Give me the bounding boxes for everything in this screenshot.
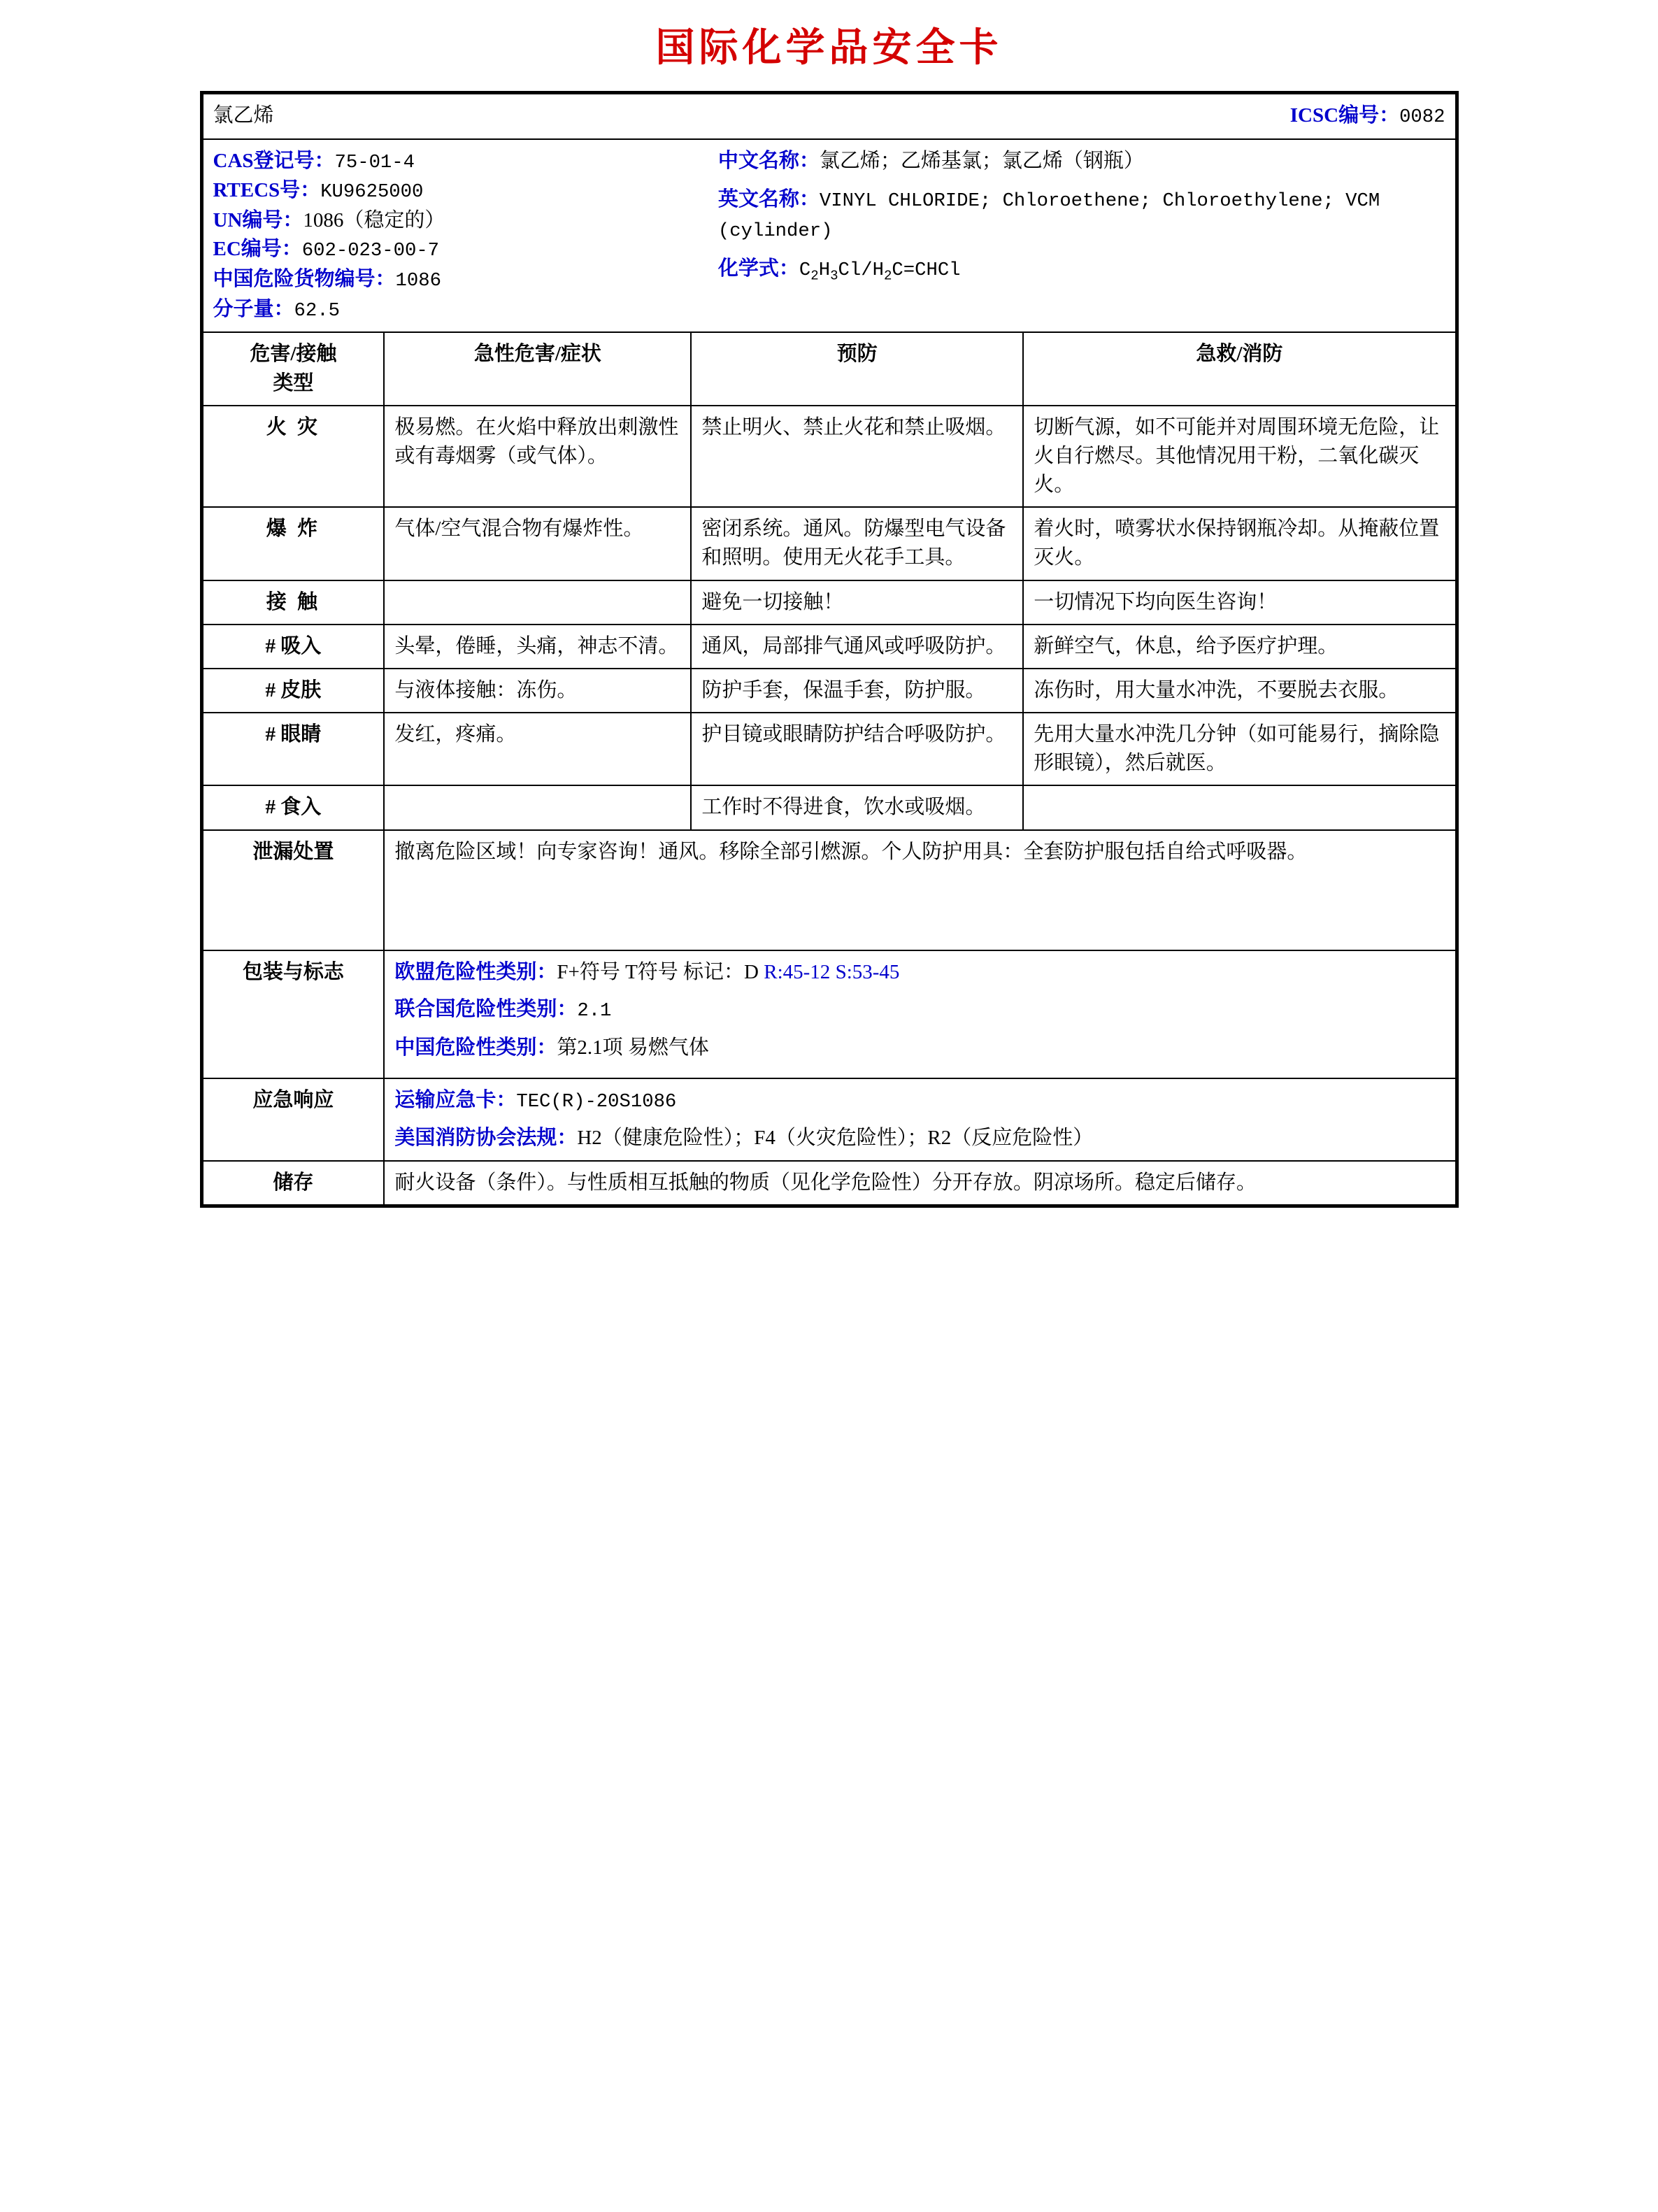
table-row <box>203 580 1456 625</box>
cell-packaging <box>384 950 1455 1078</box>
header-acute-hazards: 急性危害/症状 <box>384 332 691 405</box>
cas-line <box>213 147 718 177</box>
safety-card-table <box>202 93 1457 1206</box>
cell-inhalation-hazard: 头晕，倦睡，头痛，神志不清。 <box>384 625 691 669</box>
cell-fire-hazard: 极易燃。在火焰中释放出刺激性或有毒烟雾（或气体）。 <box>384 406 691 508</box>
cn-dangerous-goods-value: 1086 <box>395 269 441 292</box>
cell-eyes-prevention: 护目镜或眼睛防护结合呼吸防护。 <box>691 713 1023 785</box>
un-value: 1086（稳定的） <box>303 209 445 232</box>
emergency-nfpa-label: 美国消防协会法规： <box>394 1127 578 1150</box>
column-header-row <box>203 332 1456 405</box>
cell-explosion-prevention: 密闭系统。通风。防爆型电气设备和照明。使用无火花手工具。 <box>691 507 1023 580</box>
cell-ingestion-firstaid <box>1023 785 1455 829</box>
row-label-packaging: 包装与标志 <box>203 950 385 1078</box>
rtecs-line <box>213 176 718 206</box>
table-row <box>203 625 1456 669</box>
packaging-un-label: 联合国危险性类别： <box>394 997 578 1020</box>
packaging-eu-value: F+符号 T符号 标记：D <box>557 960 764 983</box>
substance-name-cell <box>203 94 692 139</box>
rtecs-label: RTECS号： <box>213 179 321 202</box>
storage-row <box>203 1161 1456 1205</box>
emergency-nfpa-line <box>394 1124 1445 1153</box>
substance-name: 氯乙烯 <box>213 104 274 127</box>
cell-exposure-hazard <box>384 580 691 625</box>
molecular-weight-label: 分子量： <box>213 297 294 320</box>
packaging-r-codes: R:45-12 <box>764 960 836 983</box>
emergency-row <box>203 1078 1456 1161</box>
ec-line <box>213 235 718 265</box>
row-label-fire: 火 灾 <box>203 406 385 508</box>
cell-skin-firstaid: 冻伤时，用大量水冲洗，不要脱去衣服。 <box>1023 669 1455 713</box>
table-row <box>203 507 1456 580</box>
packaging-row <box>203 950 1456 1078</box>
cell-ingestion-prevention: 工作时不得进食，饮水或吸烟。 <box>691 785 1023 829</box>
row-label-ingestion: # 食入 <box>203 785 385 829</box>
cell-eyes-hazard: 发红，疼痛。 <box>384 713 691 785</box>
packaging-s-codes: S:53-45 <box>835 960 900 983</box>
cell-storage-text: 耐火设备（条件）。与性质相互抵触的物质（见化学危险性）分开存放。阴凉场所。稳定后储存。 <box>384 1161 1455 1205</box>
row-label-explosion: 爆 炸 <box>203 507 385 580</box>
cell-explosion-firstaid: 着火时，喷雾状水保持钢瓶冷却。从掩蔽位置灭火。 <box>1023 507 1455 580</box>
cell-skin-prevention: 防护手套，保温手套，防护服。 <box>691 669 1023 713</box>
cell-inhalation-firstaid: 新鲜空气，休息，给予医疗护理。 <box>1023 625 1455 669</box>
cell-eyes-firstaid: 先用大量水冲洗几分钟（如可能易行，摘除隐形眼镜），然后就医。 <box>1023 713 1455 785</box>
english-name-line <box>718 185 1445 245</box>
row-label-inhalation: # 吸入 <box>203 625 385 669</box>
ec-label: EC编号： <box>213 238 302 261</box>
row-label-storage: 储存 <box>203 1161 385 1205</box>
emergency-tec-line <box>394 1086 1445 1116</box>
icsc-number: 0082 <box>1399 106 1445 128</box>
identification-left <box>213 147 718 325</box>
row-label-exposure: 接 触 <box>203 580 385 625</box>
header-first-aid: 急救/消防 <box>1023 332 1455 405</box>
table-row <box>203 785 1456 829</box>
cell-skin-hazard: 与液体接触：冻伤。 <box>384 669 691 713</box>
formula-value: $C_2H_3Cl/H_2C=CHCl$ <box>799 259 961 284</box>
english-name-label: 英文名称： <box>717 187 820 211</box>
row-label-spill: 泄漏处置 <box>203 830 385 950</box>
row-label-emergency: 应急响应 <box>203 1078 385 1161</box>
icsc-number-cell <box>691 94 1455 139</box>
cn-dangerous-goods-label: 中国危险货物编号： <box>213 267 396 290</box>
page-title: 国际化学品安全卡 <box>655 24 1003 71</box>
icsc-label: ICSC编号： <box>1289 104 1400 127</box>
chinese-name-line <box>718 147 1445 176</box>
packaging-un-line <box>394 995 1445 1025</box>
packaging-eu-label: 欧盟危险性类别： <box>394 960 557 983</box>
cell-ingestion-hazard <box>384 785 691 829</box>
english-name-value: VINYL CHLORIDE; Chloroethene; Chloroethylene; VCM (cylinder) <box>717 190 1380 242</box>
table-row <box>203 669 1456 713</box>
molecular-weight-line <box>213 295 718 325</box>
cas-label: CAS登记号： <box>213 149 335 172</box>
table-row <box>203 406 1456 508</box>
packaging-cn-value: 第2.1项 易燃气体 <box>557 1036 709 1059</box>
row-label-skin: # 皮肤 <box>203 669 385 713</box>
cell-inhalation-prevention: 通风，局部排气通风或呼吸防护。 <box>691 625 1023 669</box>
cell-emergency <box>384 1078 1455 1161</box>
chinese-name-label: 中文名称： <box>717 149 820 172</box>
identification-cell <box>203 139 1456 333</box>
identification-row <box>203 139 1456 333</box>
packaging-cn-line <box>394 1034 1445 1062</box>
cell-fire-prevention: 禁止明火、禁止火花和禁止吸烟。 <box>691 406 1023 508</box>
header-prevention: 预防 <box>691 332 1023 405</box>
packaging-eu-line <box>394 958 1445 987</box>
header-hazard-type: 危害/接触 类型 <box>203 332 385 405</box>
molecular-weight-value: 62.5 <box>294 299 340 322</box>
cn-dangerous-goods-line <box>213 265 718 295</box>
cell-exposure-prevention: 避免一切接触！ <box>691 580 1023 625</box>
cell-explosion-hazard: 气体/空气混合物有爆炸性。 <box>384 507 691 580</box>
page-root <box>0 17 1658 1208</box>
packaging-cn-label: 中国危险性类别： <box>394 1036 557 1059</box>
un-line <box>213 206 718 235</box>
formula-label: 化学式： <box>717 257 799 280</box>
emergency-tec-value: TEC(R)-20S1086 <box>516 1090 677 1113</box>
packaging-un-value: 2.1 <box>577 999 612 1022</box>
cell-fire-firstaid: 切断气源，如不可能并对周围环境无危险，让火自行燃尽。其他情况用干粉，二氧化碳灭火。 <box>1023 406 1455 508</box>
cell-exposure-firstaid: 一切情况下均向医生咨询！ <box>1023 580 1455 625</box>
un-label: UN编号： <box>213 209 303 232</box>
emergency-nfpa-value: H2（健康危险性）；F4（火灾危险性）；R2（反应危险性） <box>577 1127 1094 1150</box>
formula-line <box>718 255 1445 286</box>
chinese-name-value: 氯乙烯；乙烯基氯；氯乙烯（钢瓶） <box>819 149 1144 172</box>
row-label-eyes: # 眼睛 <box>203 713 385 785</box>
cell-spill-text: 撤离危险区域！向专家咨询！通风。移除全部引燃源。个人防护用具：全套防护服包括自给式呼吸器。 <box>384 830 1455 950</box>
card-header-row <box>203 94 1456 139</box>
safety-card <box>200 91 1459 1208</box>
cas-value: 75-01-4 <box>334 151 415 173</box>
emergency-tec-label: 运输应急卡： <box>394 1088 517 1111</box>
table-row <box>203 713 1456 785</box>
ec-value: 602-023-00-7 <box>301 240 440 262</box>
identification-right <box>718 147 1445 325</box>
rtecs-value: KU9625000 <box>320 181 424 204</box>
spill-row <box>203 830 1456 950</box>
